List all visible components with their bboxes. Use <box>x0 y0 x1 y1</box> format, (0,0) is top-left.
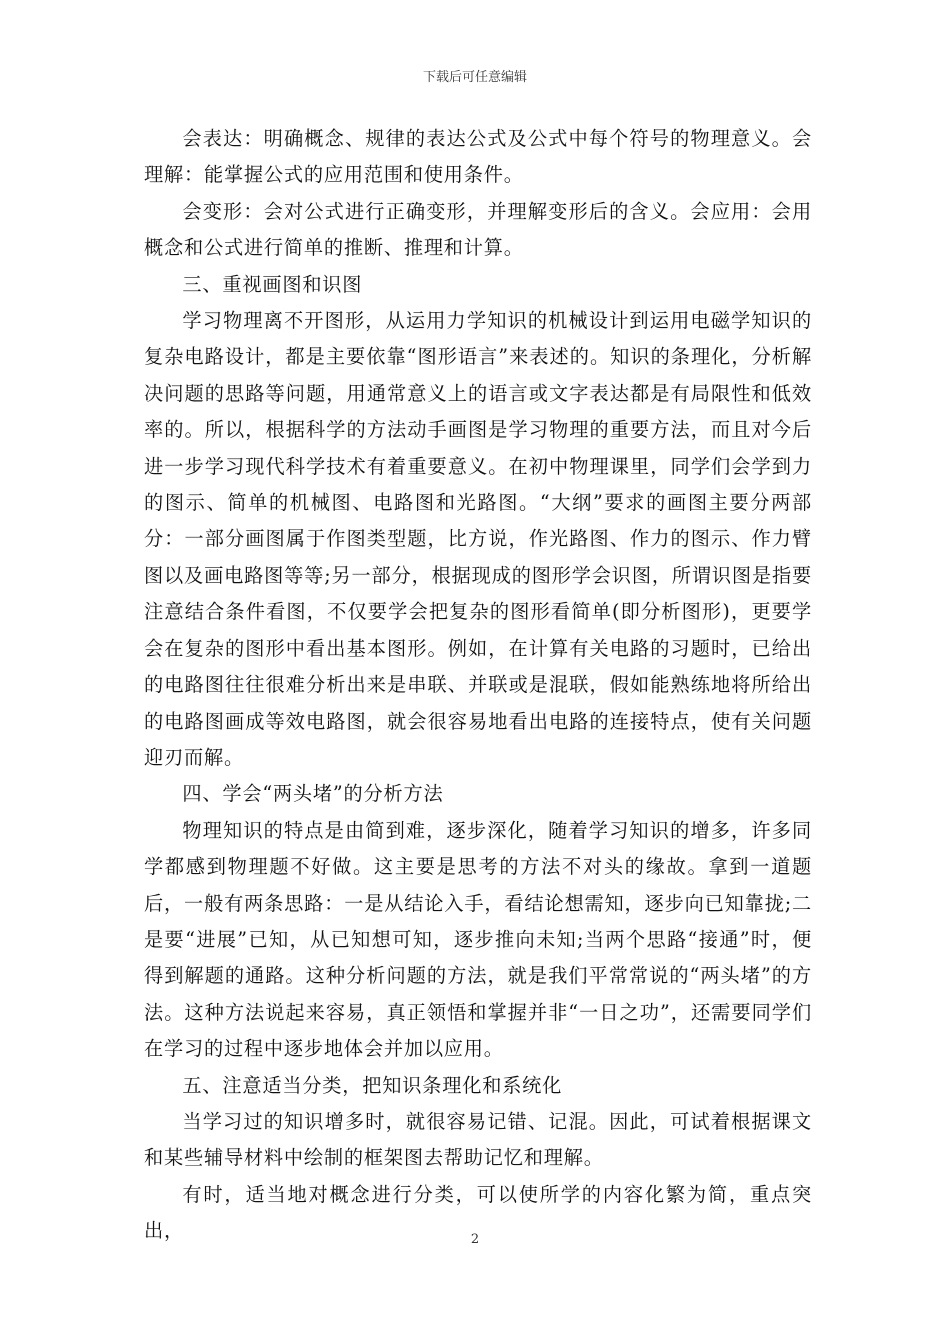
section-heading: 五、注意适当分类，把知识条理化和系统化 <box>182 1073 563 1097</box>
page-number: 2 <box>470 1232 480 1247</box>
paragraph: 物理知识的特点是由简到难，逐步深化，随着学习知识的增多，许多同学都感到物理题不好做。这主要是思考的方法不对头的缘故。拿到一道题后，一般有两条思路：一是从结论入手，看结论想需知，逐步向已知靠拢;二是要“进展”已知，从已知想可知，逐步推向未知;当两个思路“接通”时，便得到解题的通路。这种分析问题的方法，就是我们平常常说的“两头堵”的方法。这种方法说起来容易，真正领悟和掌握并非“一日之功”，还需要同学们在学习的过程中逐步地体会并加以应用。 <box>144 818 812 1061</box>
section-heading: 三、重视画图和识图 <box>182 272 363 296</box>
body-text <box>144 121 812 1250</box>
paragraph: 会表达：明确概念、规律的表达公式及公式中每个符号的物理意义。会理解：能掌握公式的应用范围和使用条件。 <box>144 127 812 187</box>
paragraph: 会变形：会对公式进行正确变形，并理解变形后的含义。会应用：会用概念和公式进行简单的推断、推理和计算。 <box>144 199 812 260</box>
section-heading: 四、学会“两头堵”的分析方法 <box>182 782 444 806</box>
paragraph: 学习物理离不开图形，从运用力学知识的机械设计到运用电磁学知识的复杂电路设计，都是主要依靠“图形语言”来表述的。知识的条理化，分析解决问题的思路等问题，用通常意义上的语言或文字表达都是有局限性和低效率的。所以，根据科学的方法动手画图是学习物理的重要方法，而且对今后进一步学习现代科学技术有着重要意义。在初中物理课里，同学们会学到力的图示、简单的机械图、电路图和光路图。“大纲”要求的画图主要分两部分：一部分画图属于作图类型题，比方说，作光路图、作力的图示、作力臂图以及画电路图等等;另一部分，根据现成的图形学会识图，所谓识图是指要注意结合条件看图，不仅要学会把复杂的图形看简单(即分析图形)，更要学会在复杂的图形中看出基本图形。例如，在计算有关电路的习题时，已给出的电路图往往很难分析出来是串联、并联或是混联，假如能熟练地将所给出的电路图画成等效电路图，就会很容易地看出电路的连接特点，使有关问题迎刃而解。 <box>144 309 812 769</box>
paragraph: 当学习过的知识增多时，就很容易记错、记混。因此，可试着根据课文和某些辅导材料中绘制的框架图去帮助记忆和理解。 <box>144 1109 812 1170</box>
paragraph: 有时，适当地对概念进行分类，可以使所学的内容化繁为简，重点突出， <box>144 1182 812 1243</box>
page-header: 下载后可任意编辑 <box>422 70 527 85</box>
